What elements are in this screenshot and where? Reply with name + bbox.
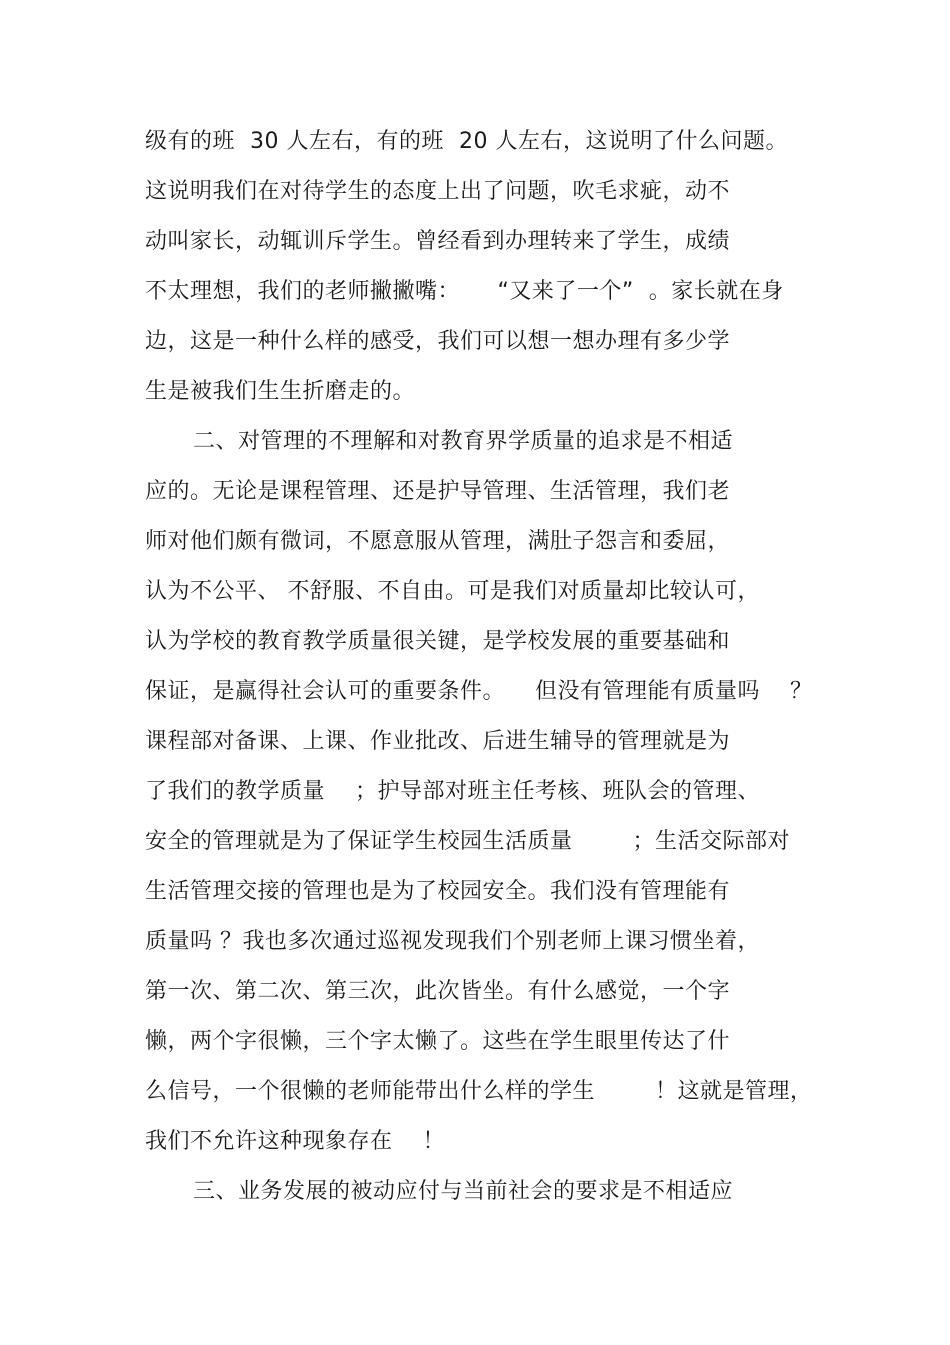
text-line: 这说明我们在对待学生的态度上出了问题，吹毛求疵，动不: [145, 179, 731, 204]
text-line: 师对他们颇有微词，不愿意服从管理，满肚子怨言和委屈，: [145, 529, 731, 554]
text-line: 边，这是一种什么样的感受，我们可以想一想办理有多少学: [145, 329, 731, 354]
text-line: 级有的班 30 人左右，有的班 20 人左右，这说明了什么问题。: [145, 129, 788, 154]
text-line: 了我们的教学质量 ；护导部对班主任考核、班队会的管理、: [145, 779, 760, 804]
text-line: 不太理想，我们的老师撇撇嘴： “又来了一个” 。家长就在身: [145, 279, 784, 304]
text-line: 生活管理交接的管理也是为了校园安全。我们没有管理能有: [145, 879, 731, 904]
text-line: 第一次、第二次、第三次，此次皆坐。有什么感觉，一个字: [145, 979, 731, 1004]
text-line: 认为学校的教育教学质量很关键，是学校发展的重要基础和: [145, 629, 731, 654]
text-line: 应的。无论是课程管理、还是护导管理、生活管理，我们老: [145, 479, 731, 504]
section-heading-3: 三、业务发展的被动应付与当前社会的要求是不相适应: [193, 1179, 734, 1204]
text-line: 生是被我们生生折磨走的。: [145, 379, 416, 404]
text-line: 我们不允许这种现象存在 ！: [145, 1129, 445, 1154]
text-line: 课程部对备课、上课、作业批改、后进生辅导的管理就是为: [145, 729, 731, 754]
text-line: 么信号，一个很懒的老师能带出什么样的学生 ！这就是管理，: [145, 1079, 813, 1104]
text-line: 安全的管理就是为了保证学生校园生活质量 ；生活交际部对: [145, 829, 790, 854]
text-line: 认为不公平、 不舒服、不自由。可是我们对质量却比较认可，: [145, 579, 760, 604]
text-line: 保证，是赢得社会认可的重要条件。 但没有管理能有质量吗 ？: [145, 679, 813, 704]
text-line: 质量吗 ？我也多次通过巡视发现我们个别老师上课习惯坐着，: [145, 929, 760, 954]
section-heading-2: 二、对管理的不理解和对教育界学质量的追求是不相适: [193, 429, 734, 454]
text-line: 懒，两个字很懒，三个字太懒了。这些在学生眼里传达了什: [145, 1029, 731, 1054]
text-line: 动叫家长，动辄训斥学生。曾经看到办理转来了学生，成绩: [145, 229, 731, 254]
